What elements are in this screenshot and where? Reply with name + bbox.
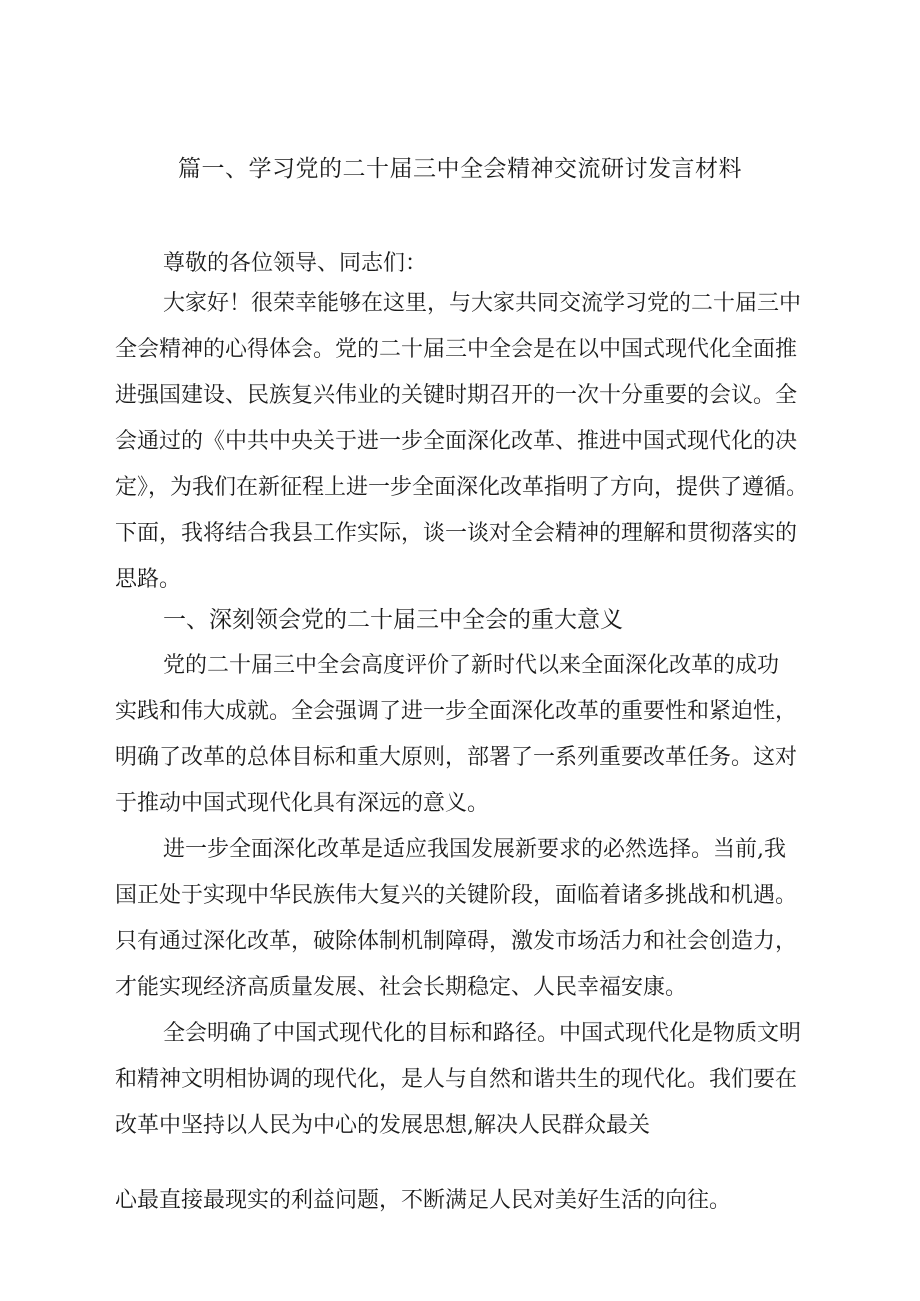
paragraph-line: 下面，我将结合我县工作实际，谈一谈对全会精神的理解和贯彻落实的 — [115, 521, 798, 546]
section-heading: 一、深刻领会党的二十届三中全会的重大意义 — [163, 607, 623, 633]
paragraph-line: 进强国建设、民族复兴伟业的关键时期召开的一次十分重要的会议。全 — [115, 383, 798, 408]
paragraph-line: 思路。 — [115, 567, 182, 592]
document-title: 篇一、学习党的二十届三中全会精神交流研讨发言材料 — [178, 156, 742, 182]
paragraph-line: 国正处于实现中华民族伟大复兴的关键阶段，面临着诸多挑战和机遇。 — [115, 883, 798, 908]
salutation: 尊敬的各位领导、同志们： — [163, 251, 428, 276]
paragraph-line: 只有通过深化改革，破除体制机制障碍，激发市场活力和社会创造力， — [115, 929, 798, 954]
paragraph-line: 明确了改革的总体目标和重大原则，部署了一系列重要改革任务。这对 — [115, 745, 798, 770]
paragraph-line: 改革中坚持以人民为中心的发展思想,解决人民群众最关 — [115, 1113, 650, 1138]
paragraph-line: 党的二十届三中全会高度评价了新时代以来全面深化改革的成功 — [163, 653, 780, 678]
paragraph-line: 定》，为我们在新征程上进一步全面深化改革指明了方向，提供了遵循。 — [115, 475, 809, 500]
paragraph-line: 实践和伟大成就。全会强调了进一步全面深化改革的重要性和紧迫性， — [115, 699, 798, 724]
paragraph-line: 会通过的《中共中央关于进一步全面深化改革、推进中国式现代化的决 — [115, 429, 798, 454]
paragraph-line: 进一步全面深化改革是适应我国发展新要求的必然选择。当前,我 — [163, 837, 786, 862]
paragraph-line: 大家好！很荣幸能够在这里，与大家共同交流学习党的二十届三中 — [163, 291, 802, 316]
paragraph-line: 才能实现经济高质量发展、社会长期稳定、人民幸福安康。 — [115, 975, 688, 1000]
paragraph-line: 全会明确了中国式现代化的目标和路径。中国式现代化是物质文明 — [163, 1021, 802, 1046]
paragraph-line: 和精神文明相协调的现代化，是人与自然和谐共生的现代化。我们要在 — [115, 1067, 798, 1092]
paragraph-line: 全会精神的心得体会。党的二十届三中全会是在以中国式现代化全面推 — [115, 337, 798, 362]
paragraph-line: 心最直接最现实的利益问题，不断满足人民对美好生活的向往。 — [115, 1188, 732, 1213]
paragraph-line: 于推动中国式现代化具有深远的意义。 — [115, 791, 490, 816]
